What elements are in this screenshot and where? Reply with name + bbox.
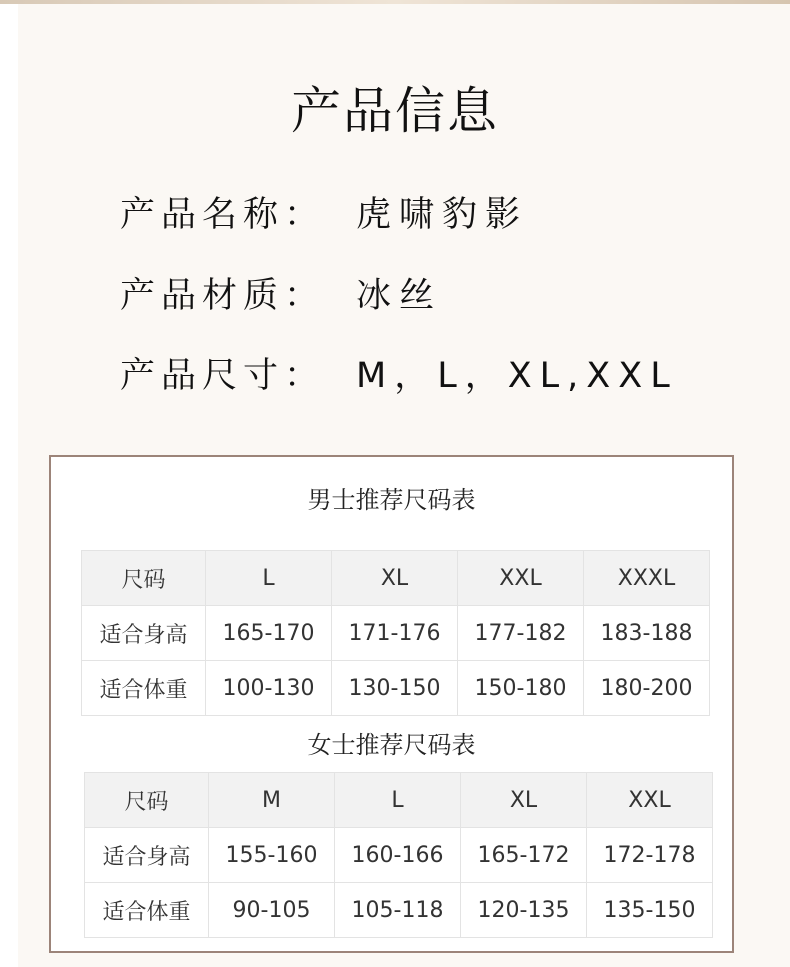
product-name-value: 虎啸豹影 bbox=[356, 195, 529, 235]
product-material-label: 产品材质： bbox=[120, 276, 326, 316]
mens-table-title: 男士推荐尺码表 bbox=[307, 486, 476, 514]
mens-size-table bbox=[81, 550, 710, 716]
table-header-cell: XXL bbox=[587, 773, 713, 828]
product-material-row bbox=[120, 273, 442, 319]
table-row bbox=[82, 606, 710, 661]
table-cell: 172-178 bbox=[587, 828, 713, 883]
table-header-cell: XXL bbox=[458, 551, 584, 606]
table-row-label: 适合体重 bbox=[85, 883, 209, 938]
product-size-row bbox=[120, 353, 678, 399]
table-cell: 105-118 bbox=[335, 883, 461, 938]
table-cell: 171-176 bbox=[332, 606, 458, 661]
table-row-label: 适合体重 bbox=[82, 661, 206, 716]
table-cell: 180-200 bbox=[584, 661, 710, 716]
table-row bbox=[85, 883, 713, 938]
size-chart-card bbox=[49, 455, 734, 953]
table-cell: 165-172 bbox=[461, 828, 587, 883]
product-name-row bbox=[120, 192, 528, 238]
table-row-label: 适合身高 bbox=[82, 606, 206, 661]
table-header-cell: XL bbox=[461, 773, 587, 828]
product-material-value: 冰丝 bbox=[356, 276, 443, 316]
table-cell: 120-135 bbox=[461, 883, 587, 938]
table-row-label: 适合身高 bbox=[85, 828, 209, 883]
table-cell: 100-130 bbox=[206, 661, 332, 716]
table-header-row bbox=[85, 773, 713, 828]
table-header-cell: L bbox=[335, 773, 461, 828]
table-cell: 177-182 bbox=[458, 606, 584, 661]
womens-table-title: 女士推荐尺码表 bbox=[307, 731, 476, 759]
table-cell: 183-188 bbox=[584, 606, 710, 661]
table-cell: 135-150 bbox=[587, 883, 713, 938]
table-cell: 90-105 bbox=[209, 883, 335, 938]
table-header-cell: XXXL bbox=[584, 551, 710, 606]
table-cell: 160-166 bbox=[335, 828, 461, 883]
table-cell: 130-150 bbox=[332, 661, 458, 716]
table-cell: 165-170 bbox=[206, 606, 332, 661]
table-header-cell: M bbox=[209, 773, 335, 828]
table-header-cell: XL bbox=[332, 551, 458, 606]
table-header-cell: 尺码 bbox=[82, 551, 206, 606]
table-header-row bbox=[82, 551, 710, 606]
table-row bbox=[85, 828, 713, 883]
table-row bbox=[82, 661, 710, 716]
table-cell: 150-180 bbox=[458, 661, 584, 716]
table-header-cell: 尺码 bbox=[85, 773, 209, 828]
product-name-label: 产品名称： bbox=[120, 195, 326, 235]
page-title: 产品信息 bbox=[291, 82, 499, 140]
product-size-value: M，L，XL,XXL bbox=[356, 356, 678, 396]
product-size-label: 产品尺寸： bbox=[120, 356, 326, 396]
table-header-cell: L bbox=[206, 551, 332, 606]
table-cell: 155-160 bbox=[209, 828, 335, 883]
womens-size-table bbox=[84, 772, 713, 938]
